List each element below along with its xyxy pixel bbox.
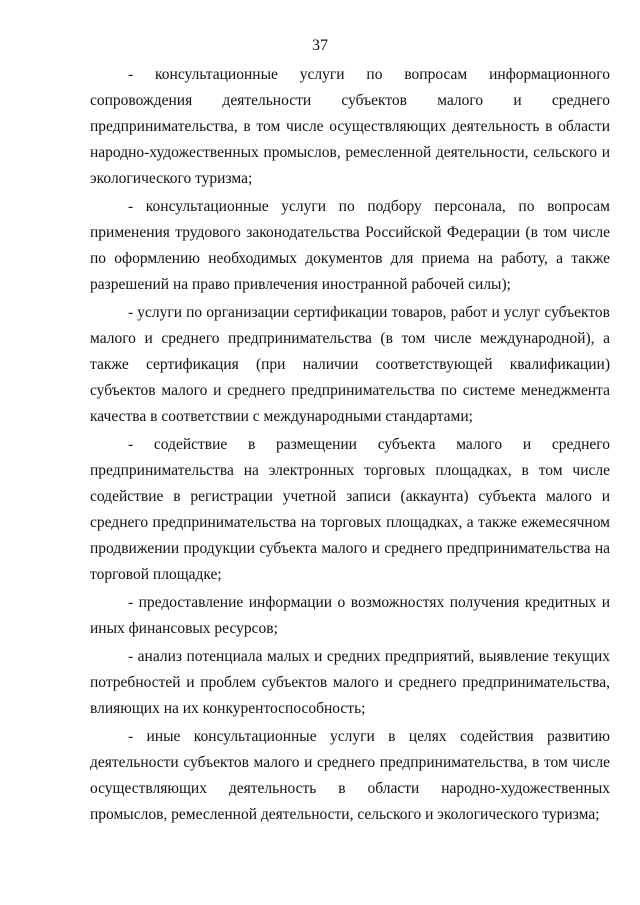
paragraph-other-consulting: - иные консультационные услуги в целях содействия развитию деятельности субъектов малого и среднего предпринимательства, в том числе осуществляющих деятельность в области народно-художественных промыслов, ремесленной деятельности, сельского и экологического туризма; <box>90 728 610 823</box>
paragraph-financial-info: - предоставление информации о возможностях получения кредитных и иных финансовых ресурсов; <box>90 594 610 637</box>
paragraph-info-support: - консультационные услуги по вопросам информационного сопровождения деятельности субъектов малого и среднего предпринимательства, в том числе осуществляющих деятельность в области народно-художественных промыслов, ремесленной деятельности, сельского и экологического туризма; <box>90 66 610 187</box>
paragraph-marketplace-assistance: - содействие в размещении субъекта малого и среднего предпринимательства на электронных торговых площадках, в том числе содействие в регистрации учетной записи (аккаунта) субъекта малого и среднего предпринимательства на торговых площадках, а также ежемесячном продвижении продукции субъекта малого и среднего предпринимательства на торговой площадке; <box>90 436 610 583</box>
paragraph-potential-analysis: - анализ потенциала малых и средних предприятий, выявление текущих потребностей и проблем субъектов малого и среднего предпринимательства, влияющих на их конкурентоспособность; <box>90 648 610 717</box>
paragraph-certification: - услуги по организации сертификации товаров, работ и услуг субъектов малого и среднего предпринимательства (в том числе международной), а также сертификация (при наличии соответствующей квалификации) субъектов малого и среднего предпринимательства по системе менеджмента качества в соответствии с международными стандартами; <box>90 304 610 425</box>
page-number: 37 <box>312 37 328 54</box>
document-body <box>90 62 610 830</box>
paragraph-personnel-consulting: - консультационные услуги по подбору персонала, по вопросам применения трудового законодательства Российской Федерации (в том числе по оформлению необходимых документов для приема на работу, а также разрешений на право привлечения иностранной рабочей силы); <box>90 198 610 293</box>
